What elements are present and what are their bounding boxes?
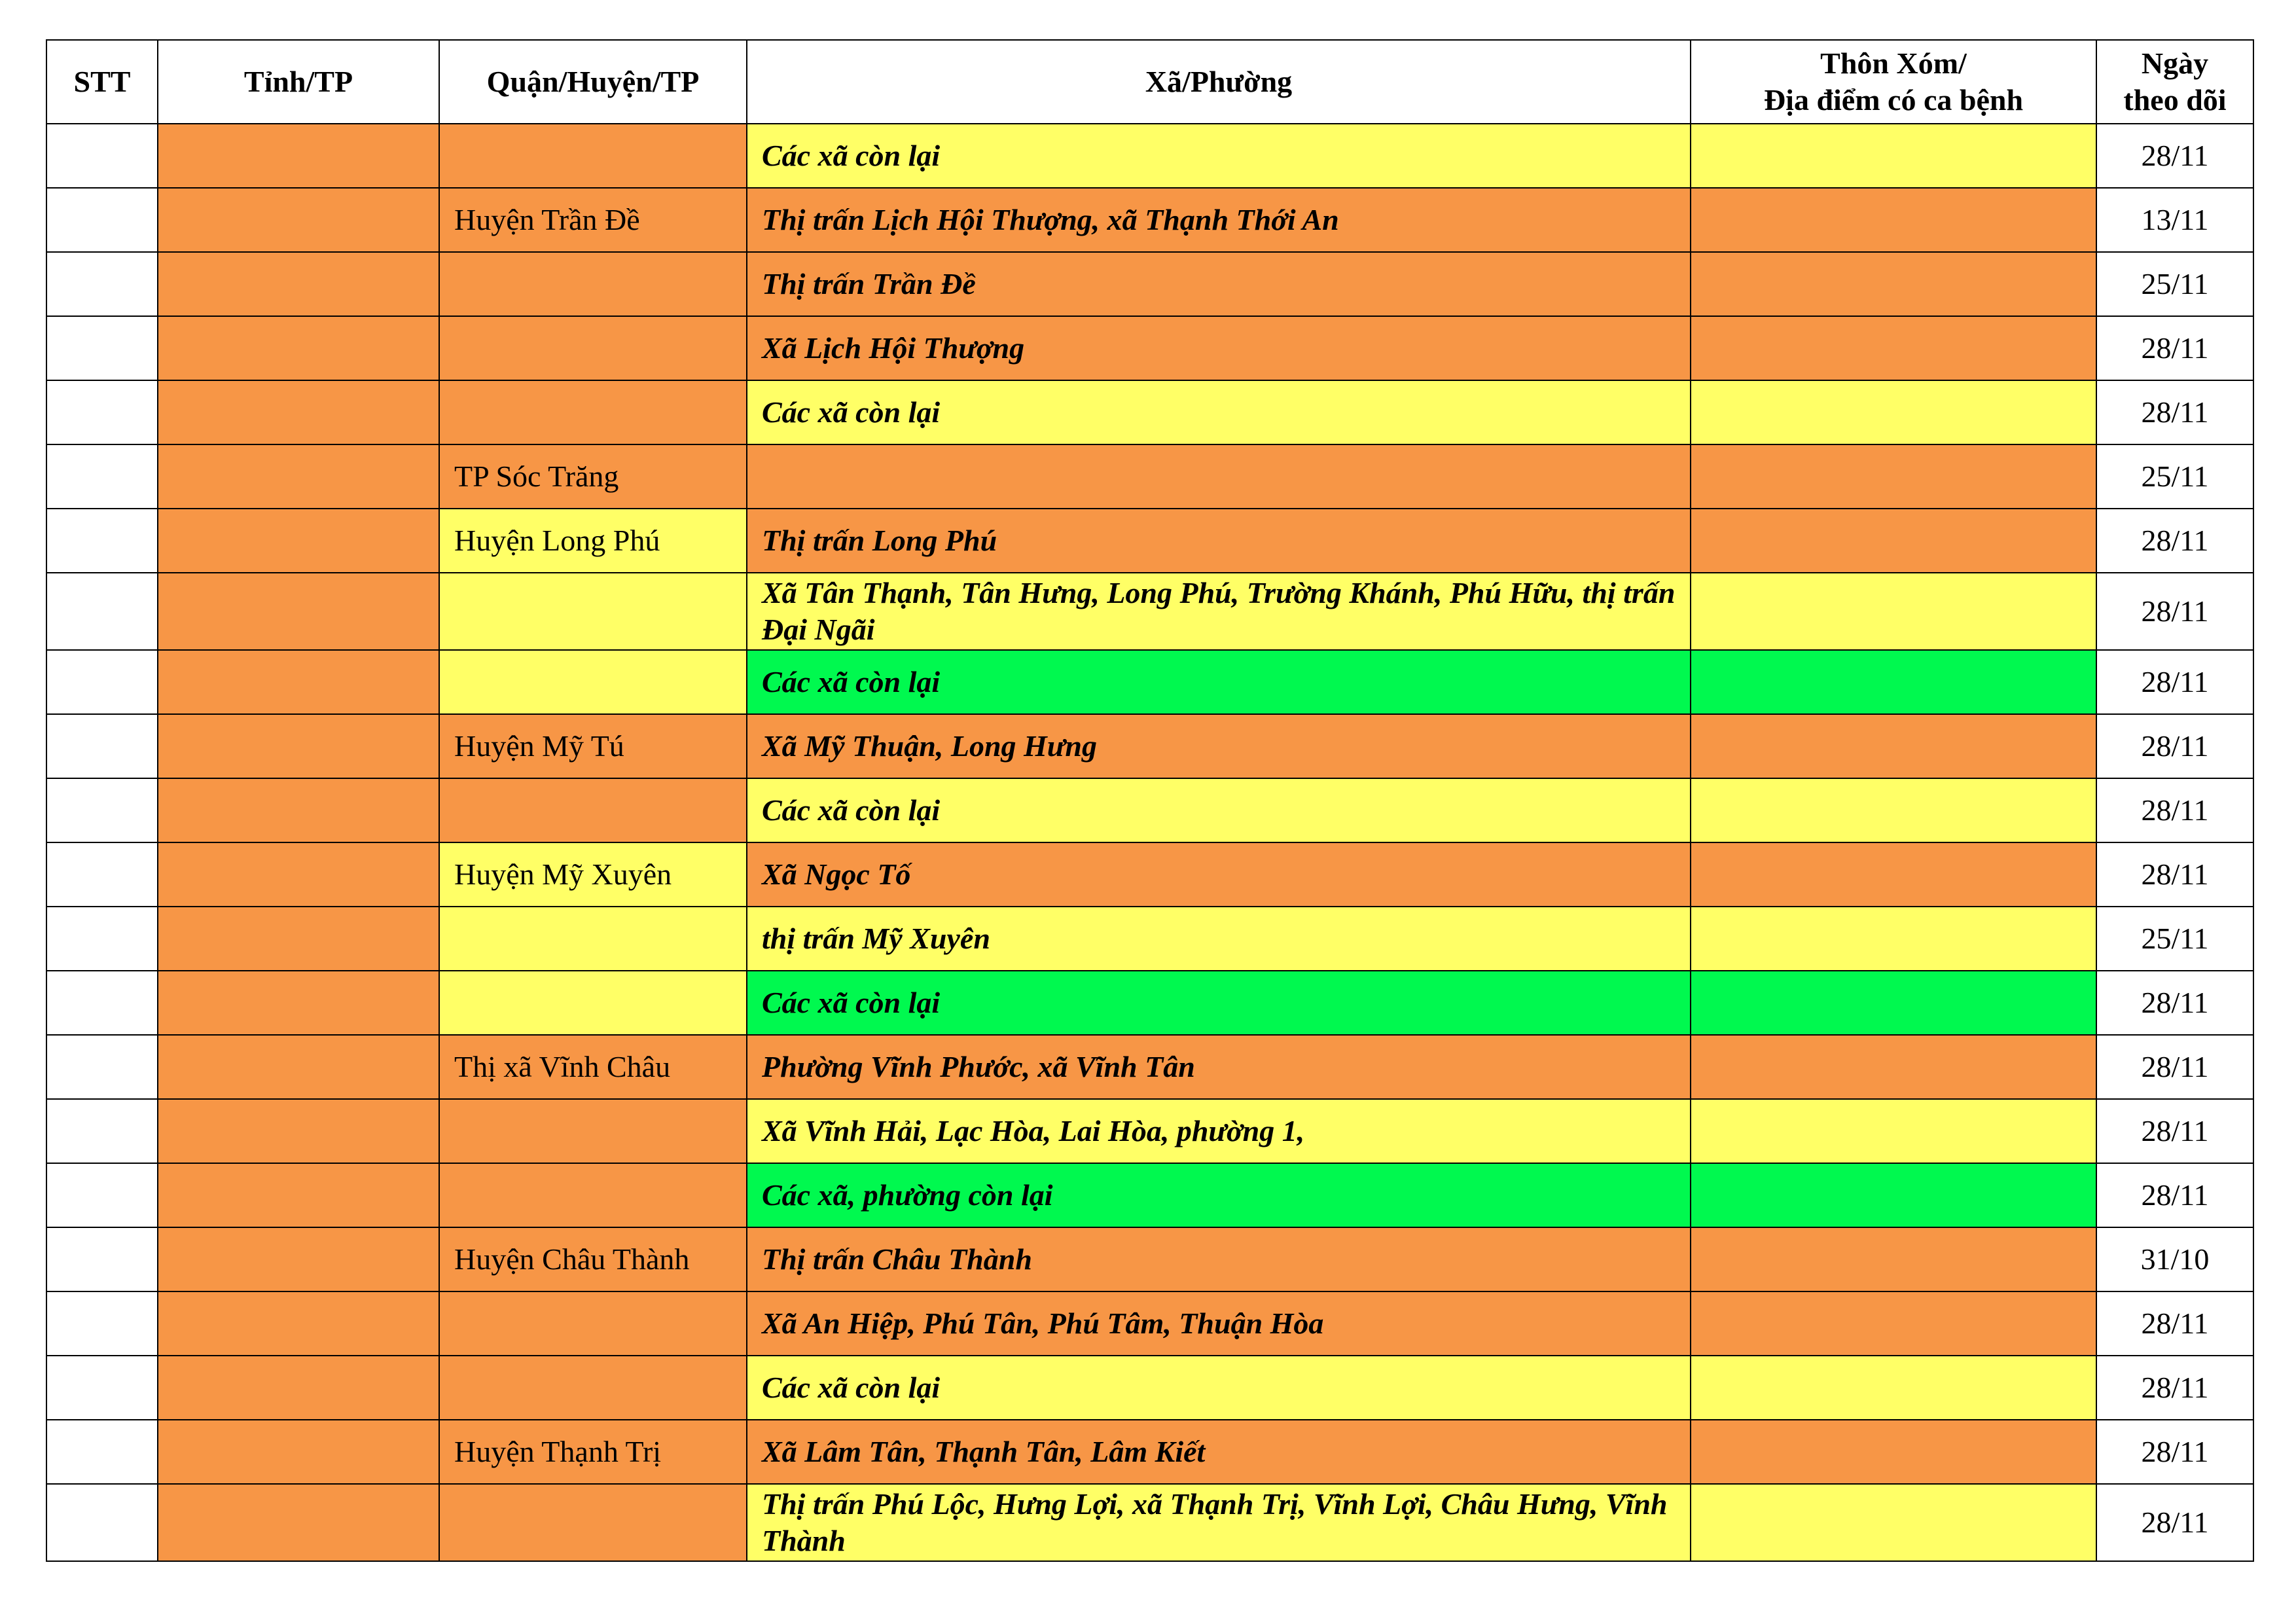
table-row	[46, 509, 2253, 573]
table-row	[46, 971, 2253, 1035]
commune-cell: Xã Ngọc Tố	[747, 842, 1691, 907]
province-cell	[158, 124, 439, 188]
hamlet-cell	[1691, 1420, 2096, 1484]
district-cell: Huyện Trần Đề	[439, 188, 747, 252]
table-row	[46, 1291, 2253, 1356]
commune-cell: thị trấn Mỹ Xuyên	[747, 907, 1691, 971]
stt-cell	[46, 1035, 158, 1099]
date-cell: 28/11	[2096, 1420, 2253, 1484]
province-cell	[158, 1484, 439, 1561]
district-cell	[439, 124, 747, 188]
commune-cell	[747, 444, 1691, 509]
province-cell	[158, 1420, 439, 1484]
date-cell: 28/11	[2096, 1035, 2253, 1099]
province-cell	[158, 380, 439, 444]
commune-cell: Các xã còn lại	[747, 778, 1691, 842]
table-row	[46, 1035, 2253, 1099]
header-row	[46, 40, 2253, 124]
district-cell: Thị xã Vĩnh Châu	[439, 1035, 747, 1099]
date-cell: 28/11	[2096, 971, 2253, 1035]
date-cell: 28/11	[2096, 714, 2253, 778]
hamlet-cell	[1691, 971, 2096, 1035]
hamlet-cell	[1691, 1099, 2096, 1163]
header-date	[2096, 40, 2253, 124]
date-cell: 28/11	[2096, 1356, 2253, 1420]
stt-cell	[46, 778, 158, 842]
stt-cell	[46, 380, 158, 444]
province-cell	[158, 1356, 439, 1420]
hamlet-cell	[1691, 573, 2096, 650]
date-cell: 28/11	[2096, 842, 2253, 907]
district-cell	[439, 1291, 747, 1356]
table-row	[46, 1420, 2253, 1484]
date-cell: 25/11	[2096, 444, 2253, 509]
commune-cell: Các xã còn lại	[747, 971, 1691, 1035]
table-row	[46, 1227, 2253, 1291]
province-cell	[158, 1227, 439, 1291]
province-cell	[158, 842, 439, 907]
district-cell	[439, 252, 747, 316]
commune-cell: Các xã còn lại	[747, 124, 1691, 188]
province-cell	[158, 188, 439, 252]
date-cell: 25/11	[2096, 252, 2253, 316]
hamlet-cell	[1691, 1227, 2096, 1291]
date-cell: 28/11	[2096, 1484, 2253, 1561]
district-cell	[439, 573, 747, 650]
hamlet-cell	[1691, 1356, 2096, 1420]
hamlet-cell	[1691, 778, 2096, 842]
stt-cell	[46, 1099, 158, 1163]
province-cell	[158, 1291, 439, 1356]
district-cell	[439, 1163, 747, 1227]
district-cell: TP Sóc Trăng	[439, 444, 747, 509]
hamlet-cell	[1691, 714, 2096, 778]
table-row	[46, 380, 2253, 444]
district-cell: Huyện Thạnh Trị	[439, 1420, 747, 1484]
commune-cell: Xã Mỹ Thuận, Long Hưng	[747, 714, 1691, 778]
hamlet-cell	[1691, 1291, 2096, 1356]
province-cell	[158, 573, 439, 650]
table-row	[46, 316, 2253, 380]
hamlet-cell	[1691, 188, 2096, 252]
date-cell: 28/11	[2096, 124, 2253, 188]
hamlet-cell	[1691, 907, 2096, 971]
stt-cell	[46, 252, 158, 316]
date-cell: 13/11	[2096, 188, 2253, 252]
stt-cell	[46, 1291, 158, 1356]
stt-cell	[46, 907, 158, 971]
district-cell	[439, 778, 747, 842]
district-cell	[439, 971, 747, 1035]
stt-cell	[46, 842, 158, 907]
commune-cell: Các xã còn lại	[747, 650, 1691, 714]
district-cell	[439, 316, 747, 380]
district-cell	[439, 1099, 747, 1163]
header-date-line1: Ngày	[2141, 46, 2209, 80]
date-cell: 28/11	[2096, 316, 2253, 380]
stt-cell	[46, 188, 158, 252]
district-cell	[439, 380, 747, 444]
commune-cell: Các xã, phường còn lại	[747, 1163, 1691, 1227]
commune-cell: Phường Vĩnh Phước, xã Vĩnh Tân	[747, 1035, 1691, 1099]
header-hamlet	[1691, 40, 2096, 124]
date-cell: 28/11	[2096, 1291, 2253, 1356]
table-row	[46, 124, 2253, 188]
table-row	[46, 252, 2253, 316]
stt-cell	[46, 650, 158, 714]
table-body	[46, 124, 2253, 1561]
stt-cell	[46, 316, 158, 380]
hamlet-cell	[1691, 1035, 2096, 1099]
stt-cell	[46, 1484, 158, 1561]
commune-cell: Thị trấn Châu Thành	[747, 1227, 1691, 1291]
header-commune: Xã/Phường	[747, 40, 1691, 124]
province-cell	[158, 316, 439, 380]
province-cell	[158, 1035, 439, 1099]
header-hamlet-line1: Thôn Xóm/	[1820, 46, 1967, 80]
province-cell	[158, 971, 439, 1035]
commune-cell: Xã An Hiệp, Phú Tân, Phú Tâm, Thuận Hòa	[747, 1291, 1691, 1356]
stt-cell	[46, 1420, 158, 1484]
date-cell: 28/11	[2096, 1163, 2253, 1227]
stt-cell	[46, 1163, 158, 1227]
stt-cell	[46, 1356, 158, 1420]
table-row	[46, 573, 2253, 650]
table-row	[46, 907, 2253, 971]
stt-cell	[46, 509, 158, 573]
province-cell	[158, 778, 439, 842]
district-cell: Huyện Mỹ Tú	[439, 714, 747, 778]
commune-cell: Xã Vĩnh Hải, Lạc Hòa, Lai Hòa, phường 1,	[747, 1099, 1691, 1163]
district-cell	[439, 907, 747, 971]
table-row	[46, 842, 2253, 907]
district-cell: Huyện Châu Thành	[439, 1227, 747, 1291]
outbreak-table	[46, 39, 2254, 1562]
table-header	[46, 40, 2253, 124]
commune-cell: Xã Tân Thạnh, Tân Hưng, Long Phú, Trường Khánh, Phú Hữu, thị trấn Đại Ngãi	[747, 573, 1691, 650]
date-cell: 28/11	[2096, 778, 2253, 842]
stt-cell	[46, 971, 158, 1035]
header-hamlet-line2: Địa điểm có ca bệnh	[1763, 83, 2024, 117]
hamlet-cell	[1691, 509, 2096, 573]
date-cell: 28/11	[2096, 573, 2253, 650]
table-row	[46, 444, 2253, 509]
hamlet-cell	[1691, 380, 2096, 444]
date-cell: 28/11	[2096, 1099, 2253, 1163]
table-row	[46, 1163, 2253, 1227]
province-cell	[158, 444, 439, 509]
table-row	[46, 714, 2253, 778]
stt-cell	[46, 573, 158, 650]
district-cell	[439, 1484, 747, 1561]
hamlet-cell	[1691, 650, 2096, 714]
stt-cell	[46, 714, 158, 778]
date-cell: 28/11	[2096, 650, 2253, 714]
hamlet-cell	[1691, 316, 2096, 380]
province-cell	[158, 509, 439, 573]
commune-cell: Thị trấn Trần Đề	[747, 252, 1691, 316]
district-cell: Huyện Long Phú	[439, 509, 747, 573]
province-cell	[158, 252, 439, 316]
header-province: Tỉnh/TP	[158, 40, 439, 124]
hamlet-cell	[1691, 252, 2096, 316]
hamlet-cell	[1691, 842, 2096, 907]
province-cell	[158, 907, 439, 971]
commune-cell: Thị trấn Lịch Hội Thượng, xã Thạnh Thới An	[747, 188, 1691, 252]
commune-cell: Thị trấn Phú Lộc, Hưng Lợi, xã Thạnh Trị, Vĩnh Lợi, Châu Hưng, Vĩnh Thành	[747, 1484, 1691, 1561]
district-cell	[439, 650, 747, 714]
table-row	[46, 650, 2253, 714]
hamlet-cell	[1691, 124, 2096, 188]
commune-cell: Các xã còn lại	[747, 380, 1691, 444]
header-district: Quận/Huyện/TP	[439, 40, 747, 124]
table-row	[46, 1356, 2253, 1420]
district-cell: Huyện Mỹ Xuyên	[439, 842, 747, 907]
commune-cell: Xã Lâm Tân, Thạnh Tân, Lâm Kiết	[747, 1420, 1691, 1484]
hamlet-cell	[1691, 444, 2096, 509]
district-cell	[439, 1356, 747, 1420]
date-cell: 28/11	[2096, 380, 2253, 444]
header-date-line2: theo dõi	[2123, 83, 2227, 117]
table-row	[46, 188, 2253, 252]
date-cell: 28/11	[2096, 509, 2253, 573]
commune-cell: Thị trấn Long Phú	[747, 509, 1691, 573]
province-cell	[158, 650, 439, 714]
hamlet-cell	[1691, 1484, 2096, 1561]
province-cell	[158, 1163, 439, 1227]
date-cell: 25/11	[2096, 907, 2253, 971]
commune-cell: Các xã còn lại	[747, 1356, 1691, 1420]
header-stt: STT	[46, 40, 158, 124]
table-row	[46, 1484, 2253, 1561]
date-cell: 31/10	[2096, 1227, 2253, 1291]
stt-cell	[46, 1227, 158, 1291]
table-row	[46, 1099, 2253, 1163]
hamlet-cell	[1691, 1163, 2096, 1227]
province-cell	[158, 714, 439, 778]
province-cell	[158, 1099, 439, 1163]
stt-cell	[46, 444, 158, 509]
table-row	[46, 778, 2253, 842]
stt-cell	[46, 124, 158, 188]
commune-cell: Xã Lịch Hội Thượng	[747, 316, 1691, 380]
